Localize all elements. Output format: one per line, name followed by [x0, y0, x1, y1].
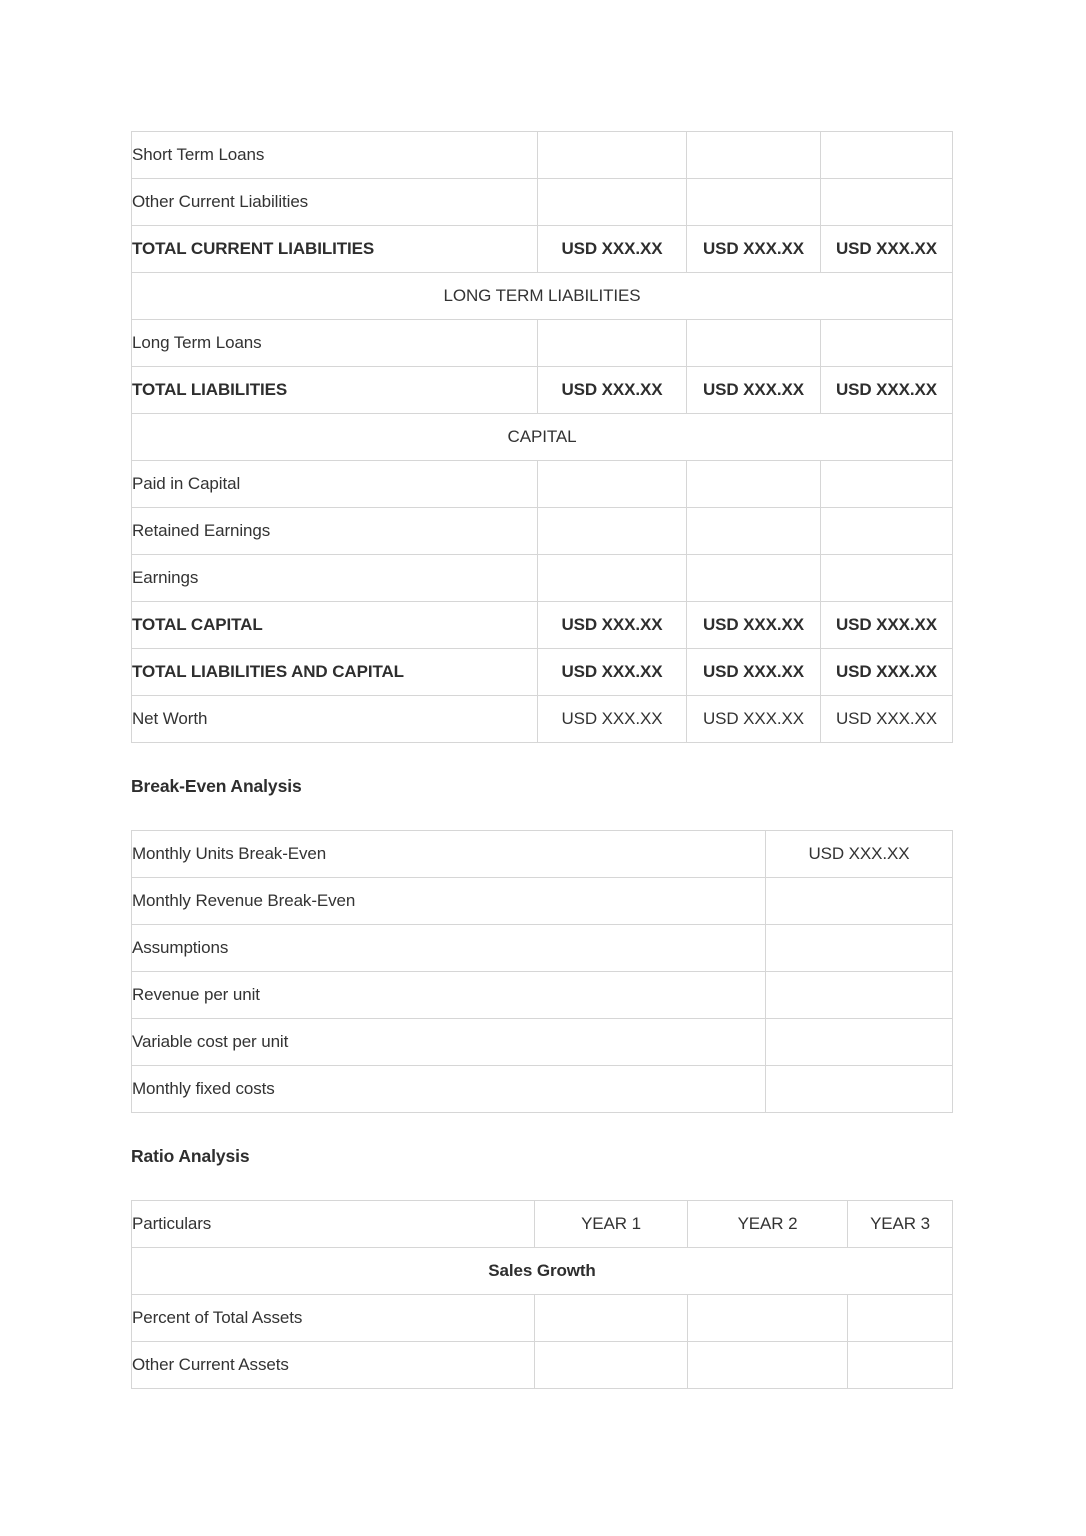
row-label-cell: Monthly Revenue Break-Even [132, 878, 766, 925]
value-cell-year2 [687, 508, 821, 555]
table-row [132, 1295, 953, 1342]
row-label-cell: Monthly fixed costs [132, 1066, 766, 1113]
row-label-cell: Percent of Total Assets [132, 1295, 535, 1342]
value-cell-year2 [687, 461, 821, 508]
table-row [132, 179, 953, 226]
value-cell-year3 [821, 508, 953, 555]
value-cell-year1: USD XXX.XX [538, 226, 687, 273]
value-cell-year2 [688, 1295, 848, 1342]
value-cell-year2: USD XXX.XX [687, 696, 821, 743]
value-cell [766, 1066, 953, 1113]
value-cell-year3 [848, 1342, 953, 1389]
row-label-cell: Other Current Liabilities [132, 179, 538, 226]
value-cell [766, 1019, 953, 1066]
value-cell-year3: USD XXX.XX [821, 649, 953, 696]
row-label-cell: TOTAL LIABILITIES AND CAPITAL [132, 649, 538, 696]
sales-growth-section-cell: Sales Growth [132, 1248, 953, 1295]
value-cell-year1 [535, 1295, 688, 1342]
value-cell-year2 [687, 320, 821, 367]
value-cell-year1: USD XXX.XX [538, 696, 687, 743]
value-cell-year1: USD XXX.XX [538, 602, 687, 649]
row-label-cell: Assumptions [132, 925, 766, 972]
value-cell-year3 [848, 1295, 953, 1342]
value-cell-year2: USD XXX.XX [687, 367, 821, 414]
value-cell-year2: USD XXX.XX [687, 226, 821, 273]
section-header-cell: CAPITAL [132, 414, 953, 461]
table-header-row [132, 1201, 953, 1248]
row-label-cell: Variable cost per unit [132, 1019, 766, 1066]
total-row [132, 602, 953, 649]
page-content [131, 131, 952, 1389]
balance-sheet-table [131, 131, 953, 743]
table-row [132, 878, 953, 925]
value-cell [766, 925, 953, 972]
total-row [132, 649, 953, 696]
table-row [132, 555, 953, 602]
value-cell-year2 [687, 555, 821, 602]
value-cell-year1 [538, 132, 687, 179]
value-cell-year3 [821, 461, 953, 508]
table-row [132, 461, 953, 508]
year-2-header-cell: YEAR 2 [688, 1201, 848, 1248]
year-1-header-cell: YEAR 1 [535, 1201, 688, 1248]
value-cell-year3: USD XXX.XX [821, 367, 953, 414]
table-row [132, 696, 953, 743]
row-label-cell: Long Term Loans [132, 320, 538, 367]
ratio-analysis-heading: Ratio Analysis [131, 1146, 250, 1166]
table-row [132, 972, 953, 1019]
value-cell-year1 [538, 320, 687, 367]
row-label-cell: TOTAL CURRENT LIABILITIES [132, 226, 538, 273]
value-cell-year1 [535, 1342, 688, 1389]
value-cell-year1 [538, 461, 687, 508]
value-cell-year3 [821, 320, 953, 367]
table-row [132, 831, 953, 878]
section-header-row [132, 1248, 953, 1295]
table-row [132, 1342, 953, 1389]
row-label-cell: Retained Earnings [132, 508, 538, 555]
value-cell: USD XXX.XX [766, 831, 953, 878]
value-cell-year2 [687, 132, 821, 179]
break-even-table [131, 830, 953, 1113]
row-label-cell: Net Worth [132, 696, 538, 743]
table-row [132, 925, 953, 972]
value-cell-year1: USD XXX.XX [538, 367, 687, 414]
value-cell [766, 972, 953, 1019]
value-cell-year2 [687, 179, 821, 226]
value-cell-year3 [821, 132, 953, 179]
section-header-row [132, 414, 953, 461]
value-cell-year3 [821, 555, 953, 602]
section-header-cell: LONG TERM LIABILITIES [132, 273, 953, 320]
row-label-cell: TOTAL LIABILITIES [132, 367, 538, 414]
section-header-row [132, 273, 953, 320]
total-row [132, 226, 953, 273]
value-cell-year3: USD XXX.XX [821, 696, 953, 743]
value-cell-year3 [821, 179, 953, 226]
row-label-cell: Earnings [132, 555, 538, 602]
value-cell-year1 [538, 508, 687, 555]
table-row [132, 320, 953, 367]
row-label-cell: Revenue per unit [132, 972, 766, 1019]
value-cell-year3: USD XXX.XX [821, 226, 953, 273]
row-label-cell: Short Term Loans [132, 132, 538, 179]
table-row [132, 1019, 953, 1066]
break-even-heading: Break-Even Analysis [131, 776, 302, 796]
table-row [132, 508, 953, 555]
total-row [132, 367, 953, 414]
row-label-cell: Paid in Capital [132, 461, 538, 508]
value-cell-year1 [538, 179, 687, 226]
particulars-header-cell: Particulars [132, 1201, 535, 1248]
table-row [132, 132, 953, 179]
value-cell-year2: USD XXX.XX [687, 602, 821, 649]
row-label-cell: TOTAL CAPITAL [132, 602, 538, 649]
row-label-cell: Monthly Units Break-Even [132, 831, 766, 878]
value-cell-year1 [538, 555, 687, 602]
value-cell-year2: USD XXX.XX [687, 649, 821, 696]
table-row [132, 1066, 953, 1113]
value-cell-year1: USD XXX.XX [538, 649, 687, 696]
value-cell [766, 878, 953, 925]
row-label-cell: Other Current Assets [132, 1342, 535, 1389]
ratio-analysis-table [131, 1200, 953, 1389]
value-cell-year2 [688, 1342, 848, 1389]
year-3-header-cell: YEAR 3 [848, 1201, 953, 1248]
value-cell-year3: USD XXX.XX [821, 602, 953, 649]
